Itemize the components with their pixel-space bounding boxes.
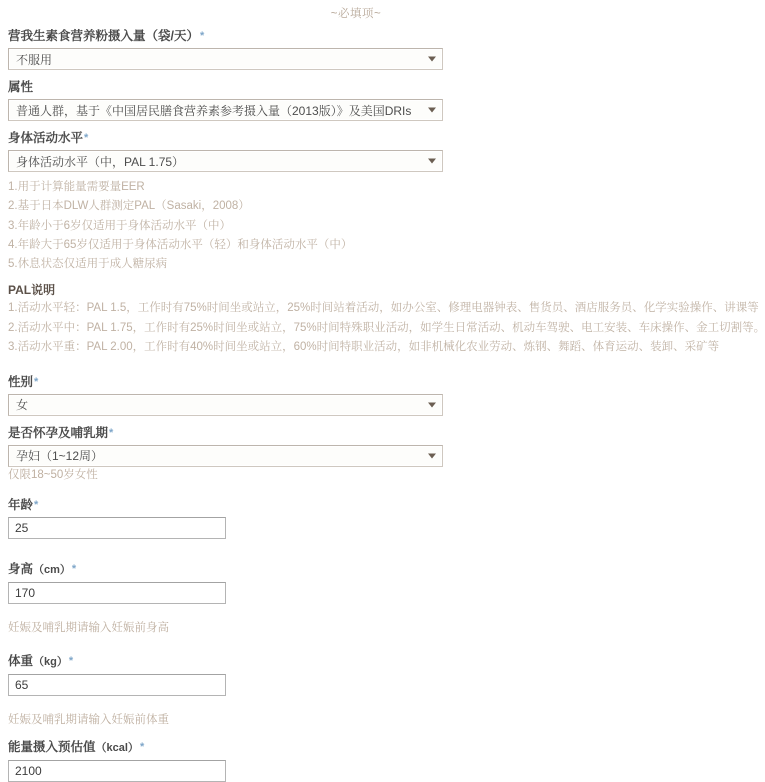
supplement-label: 营我生素食营养粉摄入量（袋/天）* <box>8 29 205 43</box>
pal-explanation-item: 1.活动水平轻：PAL 1.5，工作时有75%时间坐或站立，25%时间站着活动，如办公室、修理电器钟表、售货员、酒店服务员、化学实验操作、讲课等 <box>8 302 759 315</box>
height-input[interactable] <box>8 582 226 604</box>
pal-select-value: 身体活动水平（中，PAL 1.75） <box>16 154 185 169</box>
required-star-icon: * <box>84 132 89 144</box>
required-star-icon: * <box>68 654 74 667</box>
pal-note-item: 1.用于计算能量需要量EER <box>8 181 145 193</box>
attribute-select[interactable] <box>8 99 443 121</box>
pal-note-item: 4.年龄大于65岁仅适用于身体活动水平（轻）和身体活动水平（中） <box>8 238 353 251</box>
pal-explanation-list <box>8 299 765 358</box>
required-star-icon: * <box>109 426 114 439</box>
weight-input-value: 65 <box>15 677 29 692</box>
pal-explanation-title: PAL说明 <box>8 283 56 298</box>
energy-input[interactable] <box>8 760 226 782</box>
age-label: 年龄* <box>8 497 39 512</box>
weight-input[interactable] <box>8 674 226 696</box>
required-star-icon: * <box>139 740 145 753</box>
supplement-select-value: 不服用 <box>16 52 53 67</box>
pal-note-item: 5.休息状态仅适用于成人糖尿病 <box>8 258 168 271</box>
weight-unit: （kg） <box>33 655 68 668</box>
weight-label: 体重（kg）* <box>8 653 74 668</box>
chevron-down-icon <box>428 108 436 113</box>
age-input[interactable] <box>8 517 226 539</box>
pregnancy-label: 是否怀孕及哺乳期* <box>8 425 114 440</box>
energy-input-value: 2100 <box>15 763 42 778</box>
pal-explanation-item: 3.活动水平重：PAL 2.00，工作时有40%时间坐或站立，60%时间特职业活动，如非机械化农业劳动、炼钢、舞蹈、体育运动、装卸、采矿等 <box>8 341 720 354</box>
form-body <box>8 28 765 782</box>
chevron-down-icon <box>428 402 436 407</box>
chevron-down-icon <box>428 159 436 164</box>
pal-note-item: 3.年龄小于6岁仅适用于身体活动水平（中） <box>8 219 231 232</box>
required-star-icon: * <box>34 375 39 388</box>
chevron-down-icon <box>428 453 436 458</box>
age-input-value: 25 <box>15 520 29 535</box>
required-star-icon: * <box>71 562 77 575</box>
gender-label: 性别* <box>8 374 39 389</box>
pal-note-item: 2.基于日本DLW人群测定PAL（Sasaki，2008） <box>8 200 250 213</box>
energy-unit: （kcal） <box>95 741 139 754</box>
height-label: 身高（cm）* <box>8 561 77 576</box>
pregnancy-select[interactable] <box>8 445 443 467</box>
pal-label: 身体活动水平* <box>8 131 89 145</box>
attribute-label: 属性 <box>8 80 34 94</box>
attribute-select-value: 普通人群，基于《中国居民膳食营养素参考摄入量（2013版）》及美国DRIs <box>16 103 412 118</box>
weight-hint: 妊娠及哺乳期请输入妊娠前体重 <box>8 713 169 726</box>
pregnancy-select-value: 孕妇（1~12周） <box>16 449 104 464</box>
gender-select[interactable] <box>8 394 443 416</box>
height-hint: 妊娠及哺乳期请输入妊娠前身高 <box>8 621 169 634</box>
pregnancy-hint: 仅限18~50岁女性 <box>8 468 98 481</box>
pal-select[interactable] <box>8 150 443 172</box>
required-star-icon: * <box>34 498 39 511</box>
pal-explanation-item: 2.活动水平中：PAL 1.75，工作时有25%时间坐或站立，75%时间特殊职业活动，如学生日常活动、机动车驾驶、电工安装、车床操作、金工切割等。 <box>8 321 765 334</box>
height-unit: （cm） <box>33 563 71 576</box>
chevron-down-icon <box>428 57 436 62</box>
gender-select-value: 女 <box>16 398 29 413</box>
required-star-icon: * <box>199 30 205 42</box>
pal-notes-list <box>8 178 712 274</box>
supplement-select[interactable] <box>8 48 443 70</box>
height-input-value: 170 <box>15 585 36 600</box>
energy-label: 能量摄入预估值（kcal）* <box>8 739 145 754</box>
required-fields-note: ~必填项~ <box>330 8 382 20</box>
